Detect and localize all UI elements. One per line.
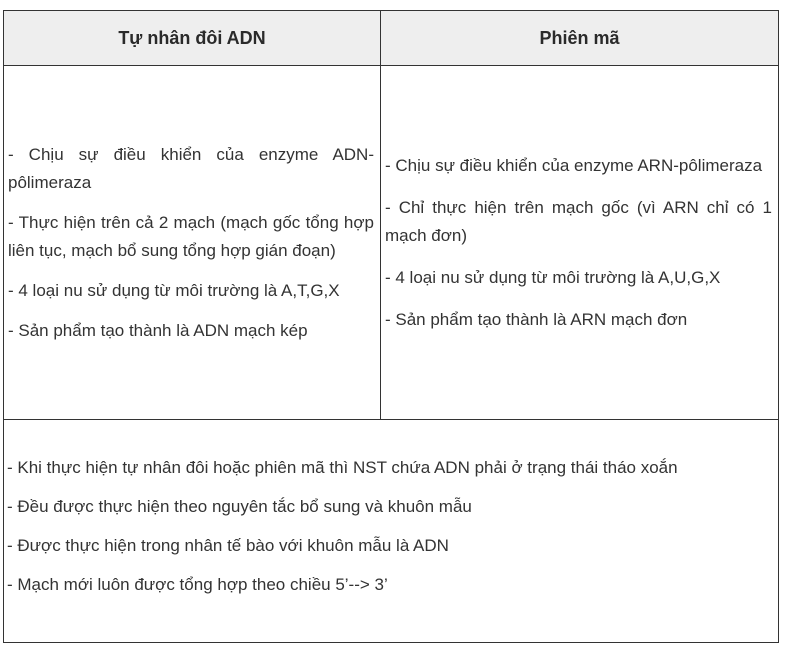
similarities-row (4, 420, 779, 643)
differences-row (4, 66, 779, 420)
header-row (4, 11, 779, 66)
replication-point: - Thực hiện trên cả 2 mạch (mạch gốc tổng hợp liên tục, mạch bổ sung tổng hợp gián đoạn) (8, 212, 374, 260)
header-replication: Tự nhân đôi ADN (4, 11, 381, 66)
replication-point: - Chịu sự điều khiển của enzyme ADN-pôlimeraza (8, 144, 374, 192)
similarity-point: - Mạch mới luôn được tổng hợp theo chiều 5’--> 3’ (7, 574, 388, 594)
similarities-cell (4, 420, 779, 643)
comparison-table (3, 10, 779, 643)
transcription-point: - 4 loại nu sử dụng từ môi trường là A,U,G,X (385, 267, 721, 287)
replication-point: - 4 loại nu sử dụng từ môi trường là A,T,G,X (8, 280, 340, 300)
similarity-point: - Được thực hiện trong nhân tế bào với khuôn mẫu là ADN (7, 535, 449, 555)
transcription-point: - Chỉ thực hiện trên mạch gốc (vì ARN chỉ có 1 mạch đơn) (385, 197, 772, 245)
replication-point: - Sản phẩm tạo thành là ADN mạch kép (8, 320, 308, 340)
transcription-point: - Chịu sự điều khiển của enzyme ARN-pôlimeraza (385, 155, 763, 175)
replication-cell (4, 66, 381, 420)
transcription-cell (381, 66, 779, 420)
header-transcription: Phiên mã (381, 11, 779, 66)
similarity-point: - Đều được thực hiện theo nguyên tắc bổ sung và khuôn mẫu (7, 496, 472, 516)
transcription-point: - Sản phẩm tạo thành là ARN mạch đơn (385, 309, 688, 329)
similarity-point: - Khi thực hiện tự nhân đôi hoặc phiên mã thì NST chứa ADN phải ở trạng thái tháo xoắn (7, 457, 678, 477)
